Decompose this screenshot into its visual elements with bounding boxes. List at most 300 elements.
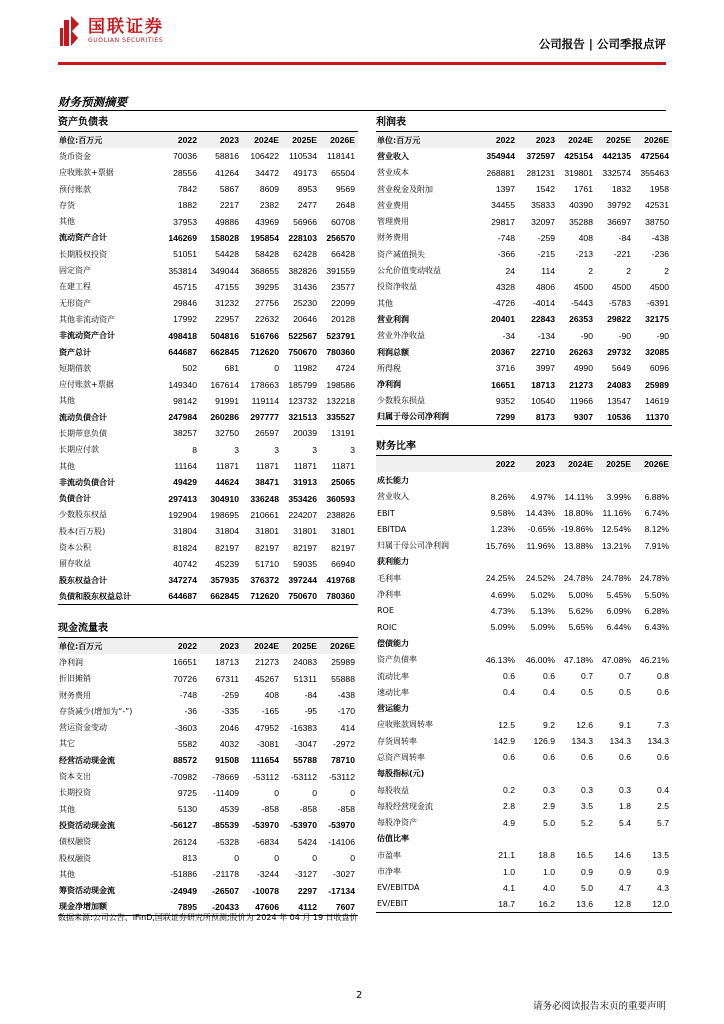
cell-value: 67311 — [215, 673, 239, 684]
cell-value: -95 — [304, 706, 317, 717]
cell-value: 32750 — [215, 428, 239, 439]
row-label: 在建工程 — [59, 282, 91, 292]
cell-value: -53112 — [252, 771, 279, 782]
cell-value: 25989 — [645, 379, 669, 390]
row-label: 财务费用 — [377, 233, 409, 243]
table-row — [376, 733, 672, 749]
cell-value — [476, 472, 518, 488]
cell-value: 3997 — [535, 363, 555, 374]
cell-value: 321513 — [288, 412, 317, 423]
cell-value: 6.09% — [606, 605, 631, 616]
financial-ratios-title: 财务比率 — [376, 438, 672, 456]
cell-value: 349044 — [210, 265, 239, 276]
cell-value: 51710 — [255, 558, 279, 569]
table-row — [58, 768, 358, 784]
row-label: 长期带息负债 — [59, 428, 107, 438]
row-label: 其他 — [59, 217, 75, 227]
table-group-row — [376, 766, 672, 782]
cell-value: 391559 — [326, 265, 355, 276]
cell-value: 24.25% — [485, 573, 515, 584]
table-row — [58, 817, 358, 833]
table-row — [58, 230, 358, 246]
cell-value: 2.8 — [503, 801, 515, 812]
cell-value: 1958 — [649, 184, 669, 195]
row-label: 速动比率 — [377, 687, 409, 697]
year-header: 2022 — [156, 638, 200, 654]
cell-value: 780360 — [320, 588, 358, 604]
unit-header: 单位:百万元 — [376, 132, 476, 148]
cell-value: 24.78% — [639, 573, 669, 584]
cell-value: -858 — [261, 804, 279, 815]
page-header — [58, 14, 666, 60]
cell-value: 5.65% — [568, 622, 593, 633]
cell-value: 355463 — [640, 167, 669, 178]
cell-value: 13.5 — [652, 850, 669, 861]
cell-value — [518, 635, 558, 651]
cell-value: 58816 — [215, 151, 239, 162]
cell-value: 780360 — [326, 347, 355, 357]
cell-value: 6.74% — [644, 508, 669, 519]
cell-value: -221 — [613, 249, 631, 260]
cell-value: 66428 — [331, 249, 355, 260]
cell-value: 35833 — [531, 200, 555, 211]
cell-value: 11.96% — [526, 540, 555, 551]
cell-value: 126.9 — [533, 736, 555, 747]
table-row — [58, 752, 358, 768]
table-row — [376, 652, 672, 668]
cell-value — [558, 554, 596, 570]
cell-value: 382826 — [288, 265, 317, 276]
cell-value: 4500 — [649, 281, 669, 292]
cell-value: 31801 — [331, 526, 355, 537]
cell-value: 24083 — [607, 379, 631, 390]
cell-value — [634, 831, 672, 847]
cell-value: 14619 — [645, 395, 669, 406]
cell-value: 45715 — [173, 281, 197, 292]
cell-value: 134.3 — [609, 736, 631, 747]
cell-value: 59035 — [293, 558, 317, 569]
cell-value: 5.00% — [568, 589, 593, 600]
cell-value: -259 — [221, 690, 239, 701]
cell-value: 281231 — [526, 167, 555, 178]
row-label: 营业收入 — [377, 151, 409, 161]
cell-value: 7895 — [156, 899, 200, 915]
cell-value: 9.2 — [543, 719, 555, 730]
table-row — [58, 523, 358, 539]
cell-value: 119114 — [251, 395, 279, 406]
cell-value: 297777 — [250, 412, 279, 423]
balance-sheet-panel — [58, 114, 358, 605]
cell-value — [634, 472, 672, 488]
cell-value: 2 — [664, 265, 669, 276]
cell-value — [596, 472, 634, 488]
row-label: EV/EBIT — [376, 896, 476, 912]
table-row — [58, 588, 358, 604]
year-header: 2024E — [558, 456, 596, 472]
cell-value: 5130 — [177, 804, 197, 815]
table-group-row — [376, 831, 672, 847]
row-label: 其它 — [59, 739, 75, 749]
row-label: 营业利润 — [377, 314, 409, 324]
cell-value: 2 — [626, 265, 631, 276]
cell-value: -438 — [337, 690, 355, 701]
row-label: 无形资产 — [59, 298, 91, 308]
cell-value: 681 — [224, 363, 239, 374]
table-row — [58, 687, 358, 703]
cell-value: 31801 — [293, 526, 317, 537]
cell-value: 4.73% — [490, 605, 515, 616]
cell-value: 3 — [274, 444, 279, 455]
table-row — [58, 295, 358, 311]
cell-value: 1397 — [495, 184, 515, 195]
table-row — [58, 148, 358, 164]
cell-value: 24 — [505, 265, 515, 276]
cell-value: 750670 — [288, 347, 317, 357]
table-row — [58, 850, 358, 866]
cell-value: 29817 — [491, 216, 515, 227]
cell-value: 21273 — [255, 657, 279, 668]
table-row — [58, 834, 358, 850]
table-row — [58, 376, 358, 392]
row-label: 短期借款 — [59, 363, 91, 373]
cell-value: 414 — [340, 722, 355, 733]
cell-value: 36697 — [607, 216, 631, 227]
row-label: 净利润 — [377, 380, 401, 390]
cell-value: 7.3 — [657, 719, 669, 730]
table-row — [376, 863, 672, 879]
cell-value: -3027 — [333, 869, 355, 880]
cell-value: 62428 — [293, 249, 317, 260]
row-label: 每股指标(元) — [377, 769, 425, 779]
cell-value: 0 — [312, 853, 317, 863]
cell-value: 5.09% — [530, 622, 555, 633]
unit-header: 单位:百万元 — [58, 132, 156, 148]
cell-value: 8.26% — [490, 491, 515, 502]
year-header: 2025E — [596, 456, 634, 472]
row-label: 利润总额 — [377, 347, 409, 357]
cell-value: 1.8 — [619, 801, 631, 812]
cell-value — [596, 700, 634, 716]
cell-value: 31436 — [293, 281, 317, 292]
cell-value: 118141 — [326, 151, 355, 162]
cell-value: 46.21% — [639, 654, 669, 665]
row-label: 偿债能力 — [377, 638, 409, 648]
cell-value: 20039 — [293, 428, 317, 439]
table-row — [376, 847, 672, 863]
cell-value: 357935 — [210, 575, 239, 586]
cell-value: 1832 — [611, 184, 631, 195]
cell-value: 5867 — [219, 184, 239, 195]
cell-value: 43969 — [255, 216, 279, 227]
table-row — [376, 197, 672, 213]
cell-value: -19.86% — [560, 524, 593, 535]
cell-value: 2477 — [297, 200, 317, 211]
row-label: 应收账款+票据 — [59, 168, 114, 178]
table-group-row — [376, 472, 672, 488]
cell-value: 11164 — [174, 461, 197, 472]
cell-value: 0.7 — [619, 671, 631, 681]
cell-value: 18.80% — [563, 508, 593, 519]
table-group-row — [376, 700, 672, 716]
cell-value: 51051 — [173, 249, 197, 260]
cell-value: 41264 — [215, 167, 239, 178]
table-row — [58, 262, 358, 278]
cell-value: 335527 — [326, 412, 355, 423]
cell-value: -170 — [337, 706, 355, 717]
cell-value: 10536 — [596, 409, 634, 425]
cell-value: -5783 — [609, 298, 631, 309]
cell-value: 45239 — [215, 558, 239, 569]
table-row — [376, 213, 672, 229]
cell-value: 268881 — [486, 167, 515, 178]
row-label: ROIC — [377, 622, 397, 632]
cell-value: 5.0 — [581, 882, 593, 893]
table-row — [376, 684, 672, 700]
cell-value: 20128 — [331, 314, 355, 325]
table-row — [376, 489, 672, 505]
table-row — [58, 736, 358, 752]
cell-value: 15.76% — [485, 540, 515, 551]
cell-value: -53112 — [328, 771, 355, 782]
cell-value: 198586 — [326, 379, 355, 390]
row-label: 资本公积 — [59, 543, 91, 553]
table-row — [58, 458, 358, 474]
cell-value: 3 — [350, 444, 355, 455]
table-row — [376, 246, 672, 262]
table-row — [376, 279, 672, 295]
row-label: 其他 — [59, 461, 75, 471]
cell-value: -21178 — [212, 869, 239, 880]
cell-value: 0 — [274, 853, 279, 863]
cell-value: 98142 — [173, 395, 197, 406]
row-label: 长期应付款 — [59, 445, 99, 455]
cell-value: 332574 — [602, 167, 631, 178]
table-row — [58, 328, 358, 344]
financial-ratios-table — [376, 456, 672, 913]
cell-value: 11871 — [215, 461, 239, 472]
cell-value: 4.9 — [503, 817, 515, 828]
table-row — [58, 409, 358, 425]
table-row — [58, 165, 358, 181]
cell-value: 5.4 — [619, 817, 631, 828]
cell-value — [558, 700, 596, 716]
cell-value: 224207 — [288, 509, 317, 520]
cell-value: 12.0 — [634, 896, 672, 912]
row-label: 总资产周转率 — [377, 752, 425, 762]
cell-value: 18713 — [215, 657, 239, 668]
cell-value: 192904 — [168, 509, 197, 520]
cell-value: 16.5 — [576, 850, 593, 861]
cell-value: 4112 — [282, 899, 320, 915]
cell-value: 0.4 — [503, 687, 515, 698]
row-label: 其他非流动资产 — [59, 314, 115, 324]
cell-value: 58428 — [255, 249, 279, 260]
cell-value: 247984 — [168, 412, 197, 423]
year-header: 2022 — [156, 132, 200, 148]
cell-value: 54428 — [215, 249, 239, 260]
row-label: 营业收入 — [377, 492, 409, 502]
cell-value: 14.6 — [614, 850, 631, 861]
cell-value: 82197 — [293, 542, 317, 553]
cell-value — [634, 635, 672, 651]
cell-value: -5328 — [217, 836, 239, 847]
row-label: 所得税 — [377, 363, 401, 373]
cell-value: 7607 — [320, 899, 358, 915]
cell-value: 25065 — [331, 477, 355, 488]
cell-value: 0.6 — [543, 752, 555, 763]
cell-value: 0.6 — [503, 752, 515, 763]
cell-value: 3 — [312, 444, 317, 455]
year-header: 2022 — [476, 132, 518, 148]
cell-value: 372597 — [526, 151, 555, 162]
cell-value: 49173 — [293, 167, 317, 178]
row-label: 折旧摊销 — [59, 674, 91, 684]
cell-value: 1542 — [535, 184, 555, 195]
year-header: 2023 — [200, 132, 242, 148]
cell-value: 4032 — [219, 738, 239, 749]
cell-value: 7.91% — [644, 540, 669, 551]
row-label: 经营活动现金流 — [59, 755, 115, 765]
cell-value: -4726 — [493, 298, 515, 309]
cell-value: 11871 — [331, 461, 355, 472]
row-label: 归属于母公司净利润 — [377, 541, 449, 551]
table-row — [58, 703, 358, 719]
cell-value: 5582 — [177, 738, 197, 749]
row-label: 债权融资 — [59, 837, 91, 847]
table-row — [58, 311, 358, 327]
cell-value: -11409 — [212, 787, 239, 798]
cell-value: 2 — [588, 265, 593, 276]
table-row — [376, 782, 672, 798]
cell-value: 29732 — [607, 347, 631, 357]
cell-value: 11871 — [293, 461, 317, 472]
row-label: 资产总计 — [59, 347, 91, 357]
cell-value: 2382 — [259, 200, 279, 211]
cell-value: 55788 — [293, 755, 317, 766]
cell-value: 24083 — [293, 657, 317, 668]
row-label: 资本支出 — [59, 772, 91, 782]
cell-value: -56127 — [170, 820, 197, 831]
cell-value: 21273 — [569, 379, 593, 390]
balance-sheet-title: 资产负债表 — [58, 114, 358, 132]
year-header: 2026E — [320, 132, 358, 148]
table-group-row — [376, 554, 672, 570]
row-label: 非流动负债合计 — [59, 477, 115, 487]
cell-value: 0 — [274, 363, 279, 374]
cell-value: 0.5 — [619, 687, 631, 698]
cell-value: 0.8 — [657, 671, 669, 681]
cell-value: -70982 — [170, 771, 197, 782]
cell-value: 6.88% — [644, 491, 669, 502]
row-label: 流动负债合计 — [59, 412, 107, 422]
section-title: 财务预测摘要 — [58, 95, 127, 109]
cell-value: 18.7 — [476, 896, 518, 912]
cell-value: 4.3 — [657, 882, 669, 893]
row-label: ROE — [377, 606, 394, 616]
cell-value: 16.2 — [518, 896, 558, 912]
cell-value: 7842 — [177, 184, 197, 195]
table-row — [376, 880, 672, 896]
cell-value: 70726 — [173, 673, 197, 684]
table-row — [58, 491, 358, 507]
cell-value: 442135 — [602, 151, 631, 162]
cell-value — [476, 700, 518, 716]
table-row — [376, 181, 672, 197]
row-label: 应收账款周转率 — [377, 720, 433, 730]
cell-value: 662845 — [200, 588, 242, 604]
cell-value: 114 — [541, 265, 555, 276]
cell-value: 662845 — [210, 347, 239, 357]
cell-value: 319801 — [564, 167, 593, 178]
cell-value: -51886 — [170, 869, 197, 880]
cell-value: 31801 — [255, 526, 279, 537]
cell-value: -6834 — [257, 836, 279, 847]
row-label: 固定资产 — [59, 266, 91, 276]
cell-value: -134 — [537, 330, 555, 341]
cell-value: 27756 — [255, 298, 279, 309]
table-row — [58, 539, 358, 555]
row-label: 营业费用 — [377, 200, 409, 210]
cell-value: 2046 — [219, 722, 239, 733]
cell-value: 502 — [182, 363, 197, 374]
cell-value: 353814 — [168, 265, 197, 276]
table-row — [376, 505, 672, 521]
cell-value: 0.6 — [543, 671, 555, 681]
cell-value: -36 — [184, 706, 197, 717]
cell-value: 26597 — [255, 428, 279, 439]
cell-value: 46.13% — [485, 654, 515, 665]
cell-value: 8609 — [259, 184, 279, 195]
cell-value: 0 — [274, 787, 279, 798]
cell-value: -215 — [537, 249, 555, 260]
row-label: 获利能力 — [377, 557, 409, 567]
cell-value: -858 — [337, 804, 355, 815]
row-label: 净利率 — [377, 590, 401, 600]
cell-value: 0.6 — [657, 687, 669, 698]
cell-value: 0.6 — [503, 671, 515, 681]
row-label: 长期投资 — [59, 788, 91, 798]
cell-value: 5.02% — [530, 589, 555, 600]
cell-value: 10540 — [531, 395, 555, 406]
cell-value: 14.11% — [564, 491, 593, 502]
cell-value: 146269 — [168, 232, 197, 243]
cell-value — [596, 635, 634, 651]
cell-value — [518, 766, 558, 782]
cell-value: 1.0 — [503, 866, 515, 877]
table-row — [58, 866, 358, 882]
row-label: 毛利率 — [377, 573, 401, 583]
row-label: 营运能力 — [377, 704, 409, 714]
cell-value: 4539 — [219, 804, 239, 815]
cell-value — [634, 766, 672, 782]
cell-value: 4990 — [573, 363, 593, 374]
cell-value: 472564 — [640, 151, 669, 162]
cell-value: 17992 — [173, 314, 197, 325]
cell-value: 40390 — [569, 200, 593, 211]
table-row — [376, 295, 672, 311]
cell-value: 297413 — [168, 493, 197, 504]
cell-value: 134.3 — [647, 736, 669, 747]
table-group-row — [376, 635, 672, 651]
row-label: 净利润 — [59, 657, 83, 667]
cell-value: 2297 — [297, 885, 317, 896]
cell-value: 22099 — [331, 298, 355, 309]
cell-value: 149340 — [168, 379, 197, 390]
cell-value: -366 — [497, 249, 515, 260]
section-divider — [58, 110, 666, 111]
cell-value: 195854 — [250, 232, 279, 243]
cell-value: -20433 — [200, 899, 242, 915]
